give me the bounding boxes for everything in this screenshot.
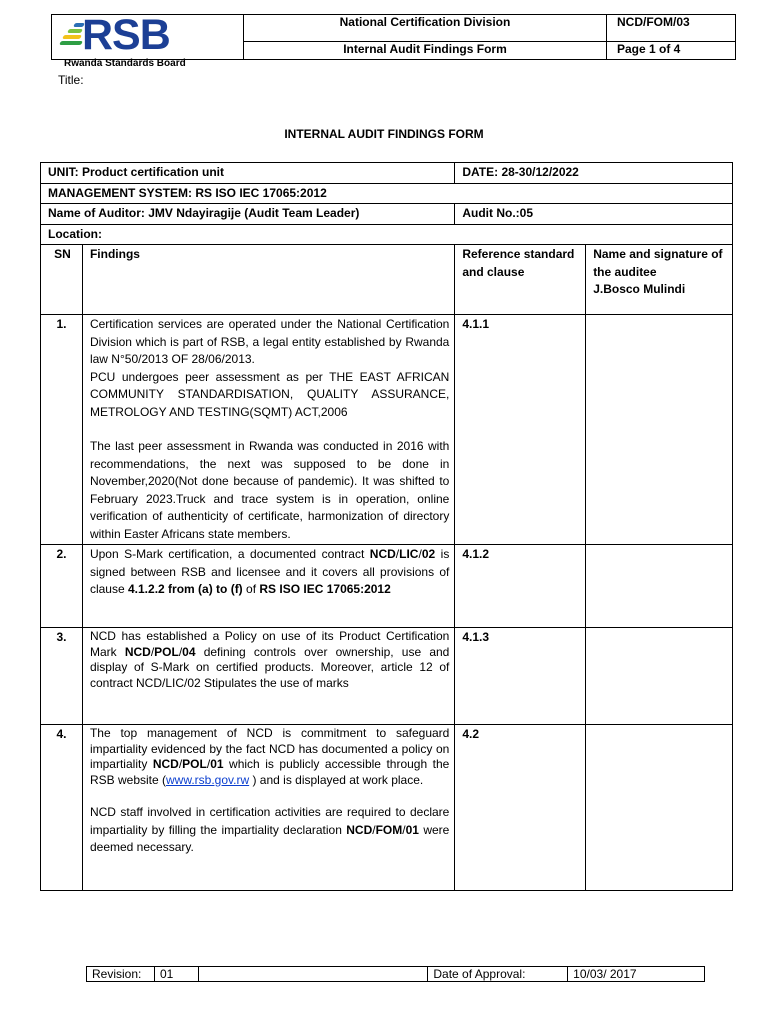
signature-cell <box>586 725 733 891</box>
column-header-reference: Reference standard and clause <box>455 245 586 315</box>
page-number: Page 1 of 4 <box>607 42 736 60</box>
finding-paragraph: Certification services are operated under the National Certification Division which is part of RSB, a legal entity established by Rwanda law N°50/2013 OF 28/06/2013. <box>89 317 450 366</box>
revision-label: Revision: <box>87 967 155 982</box>
clause-cell: 4.1.3 <box>455 628 586 725</box>
logo-bars-icon <box>60 23 84 49</box>
column-header-findings: Findings <box>82 245 454 315</box>
auditor-cell: Name of Auditor: JMV Ndayiragije (Audit Team Leader) <box>41 204 455 225</box>
findings-table <box>40 162 733 891</box>
document-footer <box>86 966 705 982</box>
division-cell: National Certification Division <box>244 15 607 42</box>
finding-cell <box>82 725 454 891</box>
finding-paragraph: PCU undergoes peer assessment as per THE EAST AFRICAN COMMUNITY STANDARDISATION, QUALITY ASSURANCE, METROLOGY AND TESTING(SQMT) ACT,2006 <box>89 369 450 419</box>
auditee-name: J.Bosco Mulindi <box>593 282 686 296</box>
footer-blank <box>198 967 427 982</box>
finding-paragraph: The top management of NCD is commitment to safeguard impartiality evidenced by the fact NCD has documented a policy on impartiality NCD/POL/01 which is publicly accessible through the RSB website (www.rsb.gov.rw ) and is displayed at work place. <box>89 726 450 787</box>
column-header-auditee <box>586 245 733 315</box>
rsb-website-link[interactable]: www.rsb.gov.rw <box>166 772 250 787</box>
approval-date: 10/03/ 2017 <box>568 967 705 982</box>
signature-cell <box>586 315 733 545</box>
table-row <box>41 628 733 725</box>
signature-cell <box>586 545 733 628</box>
row-sn: 2. <box>41 545 83 628</box>
row-sn: 4. <box>41 725 83 891</box>
finding-cell: NCD has established a Policy on use of its Product Certification Mark NCD/POL/04 defining controls over ownership, use and display of S-Mark on certified products. Moreover, article 12 of contract NCD/LIC/02 Stipulates the use of marks <box>82 628 454 725</box>
table-row <box>41 545 733 628</box>
clause-cell: 4.2 <box>455 725 586 891</box>
row-sn: 3. <box>41 628 83 725</box>
table-row <box>41 725 733 891</box>
document-title: INTERNAL AUDIT FINDINGS FORM <box>284 127 484 141</box>
row-sn: 1. <box>41 315 83 545</box>
clause-cell: 4.1.1 <box>455 315 586 545</box>
table-row <box>41 315 733 545</box>
clause-cell: 4.1.2 <box>455 545 586 628</box>
finding-paragraph: NCD staff involved in certification activities are required to declare impartiality by filling the impartiality declaration NCD/FOM/01 were deemed necessary. <box>89 805 450 854</box>
title-label: Title: <box>58 73 124 87</box>
auditee-heading: Name and signature of the auditee <box>593 247 723 279</box>
location-cell: Location: <box>41 224 733 245</box>
revision-value: 01 <box>154 967 198 982</box>
document-header <box>51 11 736 69</box>
finding-cell: Upon S-Mark certification, a documented contract NCD/LIC/02 is signed between RSB and licensee and it covers all provisions of clause 4.1.2.2 from (a) to (f) of RS ISO IEC 17065:2012 <box>82 545 454 628</box>
finding-cell <box>82 315 454 545</box>
logo-text: RSB <box>82 11 170 59</box>
logo-cell <box>52 11 244 69</box>
approval-label: Date of Approval: <box>428 967 568 982</box>
form-code: NCD/FOM/03 <box>607 15 736 42</box>
management-system-cell: MANAGEMENT SYSTEM: RS ISO IEC 17065:2012 <box>41 183 733 204</box>
logo-subtitle: Rwanda Standards Board <box>64 58 186 69</box>
form-title: Internal Audit Findings Form <box>244 42 607 60</box>
signature-cell <box>586 628 733 725</box>
audit-number-cell: Audit No.:05 <box>455 204 733 225</box>
column-header-sn: SN <box>41 245 83 315</box>
rsb-logo <box>52 11 243 69</box>
finding-paragraph: The last peer assessment in Rwanda was conducted in 2016 with recommendations, the next was supposed to be done in November,2020(Not done because of pandemic). It was shifted to February 2023.Truck and trace system is in operation, online verification of authenticity of certificate, harmonization of directory within Easter Africans state members. <box>89 439 450 541</box>
unit-cell: UNIT: Product certification unit <box>41 163 455 184</box>
date-cell: DATE: 28-30/12/2022 <box>455 163 733 184</box>
